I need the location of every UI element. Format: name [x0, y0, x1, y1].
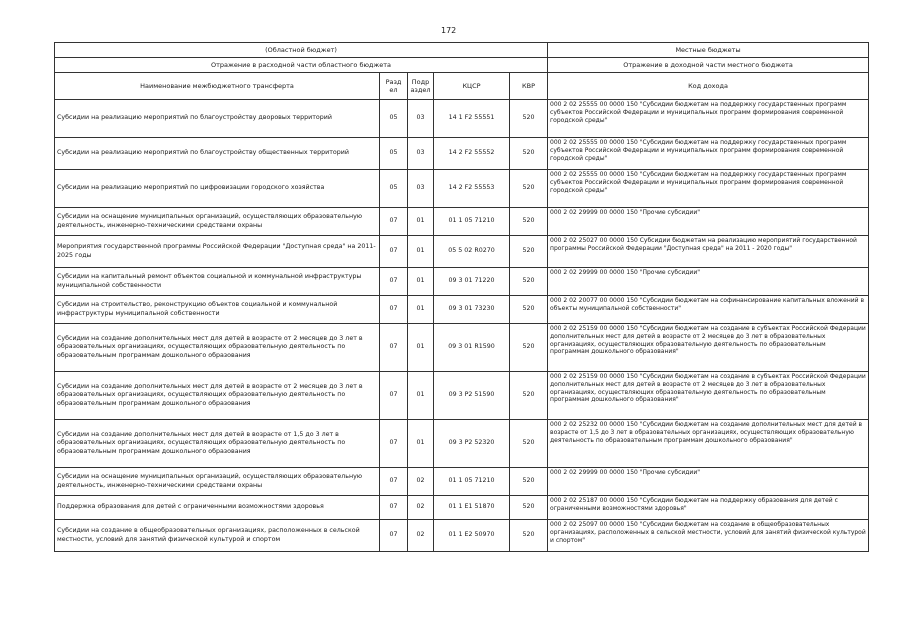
row-code-cell: 000 2 02 25159 00 0000 150 "Субсидии бюджетам на создание в субъектах Российской Федерации дополнительных мест для детей в возрасте от 2 месяцев до 3 лет в образовательных организациях, осуществляющих образовательную деятельность по образовательным программам дошкольного образования": [548, 372, 869, 420]
row-kvr-cell: 520: [510, 296, 548, 324]
table-row: [55, 236, 869, 268]
row-code-cell: 000 2 02 20077 00 0000 150 "Субсидии бюджетам на софинансирование капитальных вложений в объекты муниципальной собственности": [548, 296, 869, 324]
table-row: [55, 138, 869, 170]
row-razdel-cell: 05: [380, 138, 408, 170]
row-kvr-cell: 520: [510, 372, 548, 420]
row-code-cell: 000 2 02 25555 00 0000 150 "Субсидии бюджетам на поддержку государственных программ субъектов Российской Федерации и муниципальных программ формирования современной городской среды": [548, 100, 869, 138]
row-code-cell: 000 2 02 25232 00 0000 150 "Субсидии бюджетам на создание дополнительных мест для детей в возрасте от 1,5 до 3 лет в образовательных организациях, осуществляющих образовательную деятельность по образовательным программам дошкольного образования": [548, 420, 869, 468]
row-podrazdel-cell: 01: [408, 420, 434, 468]
row-name-cell: Субсидии на создание в общеобразовательных организациях, расположенных в сельской местности, условий для занятий физической культурой и спортом: [55, 520, 380, 552]
row-podrazdel-cell: 03: [408, 170, 434, 208]
row-razdel-cell: 07: [380, 324, 408, 372]
row-razdel-cell: 07: [380, 420, 408, 468]
row-ksr-cell: 14 2 F2 55553: [434, 170, 510, 208]
row-razdel-cell: 07: [380, 468, 408, 496]
row-kvr-cell: 520: [510, 520, 548, 552]
col-header-kvr: КВР: [510, 73, 548, 100]
row-ksr-cell: 05 5 02 R0270: [434, 236, 510, 268]
table-row: [55, 496, 869, 520]
col-header-name: Наименование межбюджетного трансферта: [55, 73, 380, 100]
header-local-budgets: Местные бюджеты: [548, 43, 869, 58]
row-podrazdel-cell: 02: [408, 468, 434, 496]
row-razdel-cell: 07: [380, 268, 408, 296]
col-header-podrazdel: Подр аздел: [408, 73, 434, 100]
table-row: [55, 520, 869, 552]
row-name-cell: Субсидии на оснащение муниципальных организаций, осуществляющих образовательную деятельность, инженерно-техническими средствами охраны: [55, 468, 380, 496]
row-name-cell: Субсидии на реализацию мероприятий по цифровизации городского хозяйства: [55, 170, 380, 208]
row-ksr-cell: 09 3 P2 52320: [434, 420, 510, 468]
row-podrazdel-cell: 01: [408, 324, 434, 372]
row-kvr-cell: 520: [510, 496, 548, 520]
col-header-razdel: Разд ел: [380, 73, 408, 100]
row-razdel-cell: 05: [380, 170, 408, 208]
row-ksr-cell: 09 3 P2 51590: [434, 372, 510, 420]
row-code-cell: 000 2 02 29999 00 0000 150 "Прочие субсидии": [548, 268, 869, 296]
row-ksr-cell: 14 2 F2 55552: [434, 138, 510, 170]
row-podrazdel-cell: 01: [408, 296, 434, 324]
row-kvr-cell: 520: [510, 208, 548, 236]
header-regional-expenses: Отражение в расходной части областного бюджета: [55, 58, 548, 73]
row-kvr-cell: 520: [510, 236, 548, 268]
row-razdel-cell: 05: [380, 100, 408, 138]
table-row: [55, 420, 869, 468]
table-row: [55, 324, 869, 372]
table-row: [55, 268, 869, 296]
row-razdel-cell: 07: [380, 208, 408, 236]
row-code-cell: 000 2 02 25555 00 0000 150 "Субсидии бюджетам на поддержку государственных программ субъектов Российской Федерации и муниципальных программ формирования современной городской среды": [548, 138, 869, 170]
col-header-ksr: КЦСР: [434, 73, 510, 100]
row-ksr-cell: 09 3 01 R1590: [434, 324, 510, 372]
row-ksr-cell: 14 1 F2 55551: [434, 100, 510, 138]
row-podrazdel-cell: 01: [408, 268, 434, 296]
row-kvr-cell: 520: [510, 138, 548, 170]
row-code-cell: 000 2 02 25027 00 0000 150 Субсидии бюджетам на реализацию мероприятий государственной программы Российской Федерации "Доступная среда" на 2011 - 2020 годы": [548, 236, 869, 268]
row-podrazdel-cell: 02: [408, 520, 434, 552]
row-code-cell: 000 2 02 29999 00 0000 150 "Прочие субсидии": [548, 468, 869, 496]
row-name-cell: Субсидии на создание дополнительных мест для детей в возрасте от 2 месяцев до 3 лет в образовательных организациях, осуществляющих образовательную деятельность по образовательным программам дошкольного образования: [55, 324, 380, 372]
row-podrazdel-cell: 01: [408, 372, 434, 420]
row-razdel-cell: 07: [380, 520, 408, 552]
row-kvr-cell: 520: [510, 170, 548, 208]
row-name-cell: Субсидии на оснащение муниципальных организаций, осуществляющих образовательную деятельность, инженерно-техническими средствами охраны: [55, 208, 380, 236]
row-podrazdel-cell: 01: [408, 236, 434, 268]
row-podrazdel-cell: 03: [408, 100, 434, 138]
row-ksr-cell: 01 1 E2 50970: [434, 520, 510, 552]
table-row: [55, 372, 869, 420]
row-razdel-cell: 07: [380, 496, 408, 520]
row-name-cell: Субсидии на реализацию мероприятий по благоустройству дворовых территорий: [55, 100, 380, 138]
table-row: [55, 296, 869, 324]
row-razdel-cell: 07: [380, 236, 408, 268]
table-row: [55, 468, 869, 496]
header-local-income: Отражение в доходной части местного бюджета: [548, 58, 869, 73]
row-name-cell: Субсидии на реализацию мероприятий по благоустройству общественных территорий: [55, 138, 380, 170]
table-row: [55, 170, 869, 208]
row-ksr-cell: 09 3 01 73230: [434, 296, 510, 324]
row-code-cell: 000 2 02 25097 00 0000 150 "Субсидии бюджетам на создание в общеобразовательных организациях, расположенных в сельской местности, условий для занятий физической культурой и спортом": [548, 520, 869, 552]
row-code-cell: 000 2 02 29999 00 0000 150 "Прочие субсидии": [548, 208, 869, 236]
row-ksr-cell: 09 3 01 71220: [434, 268, 510, 296]
page-number: 172: [441, 26, 457, 35]
row-name-cell: Мероприятия государственной программы Российской Федерации "Доступная среда" на 2011-2025 годы: [55, 236, 380, 268]
row-kvr-cell: 520: [510, 468, 548, 496]
row-name-cell: Субсидии на строительство, реконструкцию объектов социальной и коммунальной инфраструктуры муниципальной собственности: [55, 296, 380, 324]
row-podrazdel-cell: 03: [408, 138, 434, 170]
row-kvr-cell: 520: [510, 324, 548, 372]
row-name-cell: Субсидии на создание дополнительных мест для детей в возрасте от 1,5 до 3 лет в образовательных организациях, осуществляющих образовательную деятельность по образовательным программам дошкольного образования: [55, 420, 380, 468]
row-podrazdel-cell: 02: [408, 496, 434, 520]
row-ksr-cell: 01 1 05 71210: [434, 208, 510, 236]
col-header-code: Код дохода: [548, 73, 869, 100]
row-code-cell: 000 2 02 25555 00 0000 150 "Субсидии бюджетам на поддержку государственных программ субъектов Российской Федерации и муниципальных программ формирования современной городской среды": [548, 170, 869, 208]
row-code-cell: 000 2 02 25159 00 0000 150 "Субсидии бюджетам на создание в субъектах Российской Федерации дополнительных мест для детей в возрасте от 2 месяцев до 3 лет в образовательных организациях, осуществляющих образовательную деятельность по образовательным программам дошкольного образования": [548, 324, 869, 372]
row-ksr-cell: 01 1 E1 51870: [434, 496, 510, 520]
row-razdel-cell: 07: [380, 372, 408, 420]
row-kvr-cell: 520: [510, 420, 548, 468]
row-name-cell: Субсидии на создание дополнительных мест для детей в возрасте от 2 месяцев до 3 лет в образовательных организациях, осуществляющих образовательную деятельность по образовательным программам дошкольного образования: [55, 372, 380, 420]
transfers-table: [54, 42, 869, 552]
table-row: [55, 208, 869, 236]
row-kvr-cell: 520: [510, 268, 548, 296]
row-ksr-cell: 01 1 05 71210: [434, 468, 510, 496]
row-name-cell: Субсидии на капитальный ремонт объектов социальной и коммунальной инфраструктуры муниципальной собственности: [55, 268, 380, 296]
row-code-cell: 000 2 02 25187 00 0000 150 "Субсидии бюджетам на поддержку образования для детей с ограниченными возможностями здоровья": [548, 496, 869, 520]
header-regional-budget: (Областной бюджет): [55, 43, 548, 58]
row-podrazdel-cell: 01: [408, 208, 434, 236]
row-razdel-cell: 07: [380, 296, 408, 324]
row-kvr-cell: 520: [510, 100, 548, 138]
table-row: [55, 100, 869, 138]
row-name-cell: Поддержка образования для детей с ограниченными возможностями здоровья: [55, 496, 380, 520]
